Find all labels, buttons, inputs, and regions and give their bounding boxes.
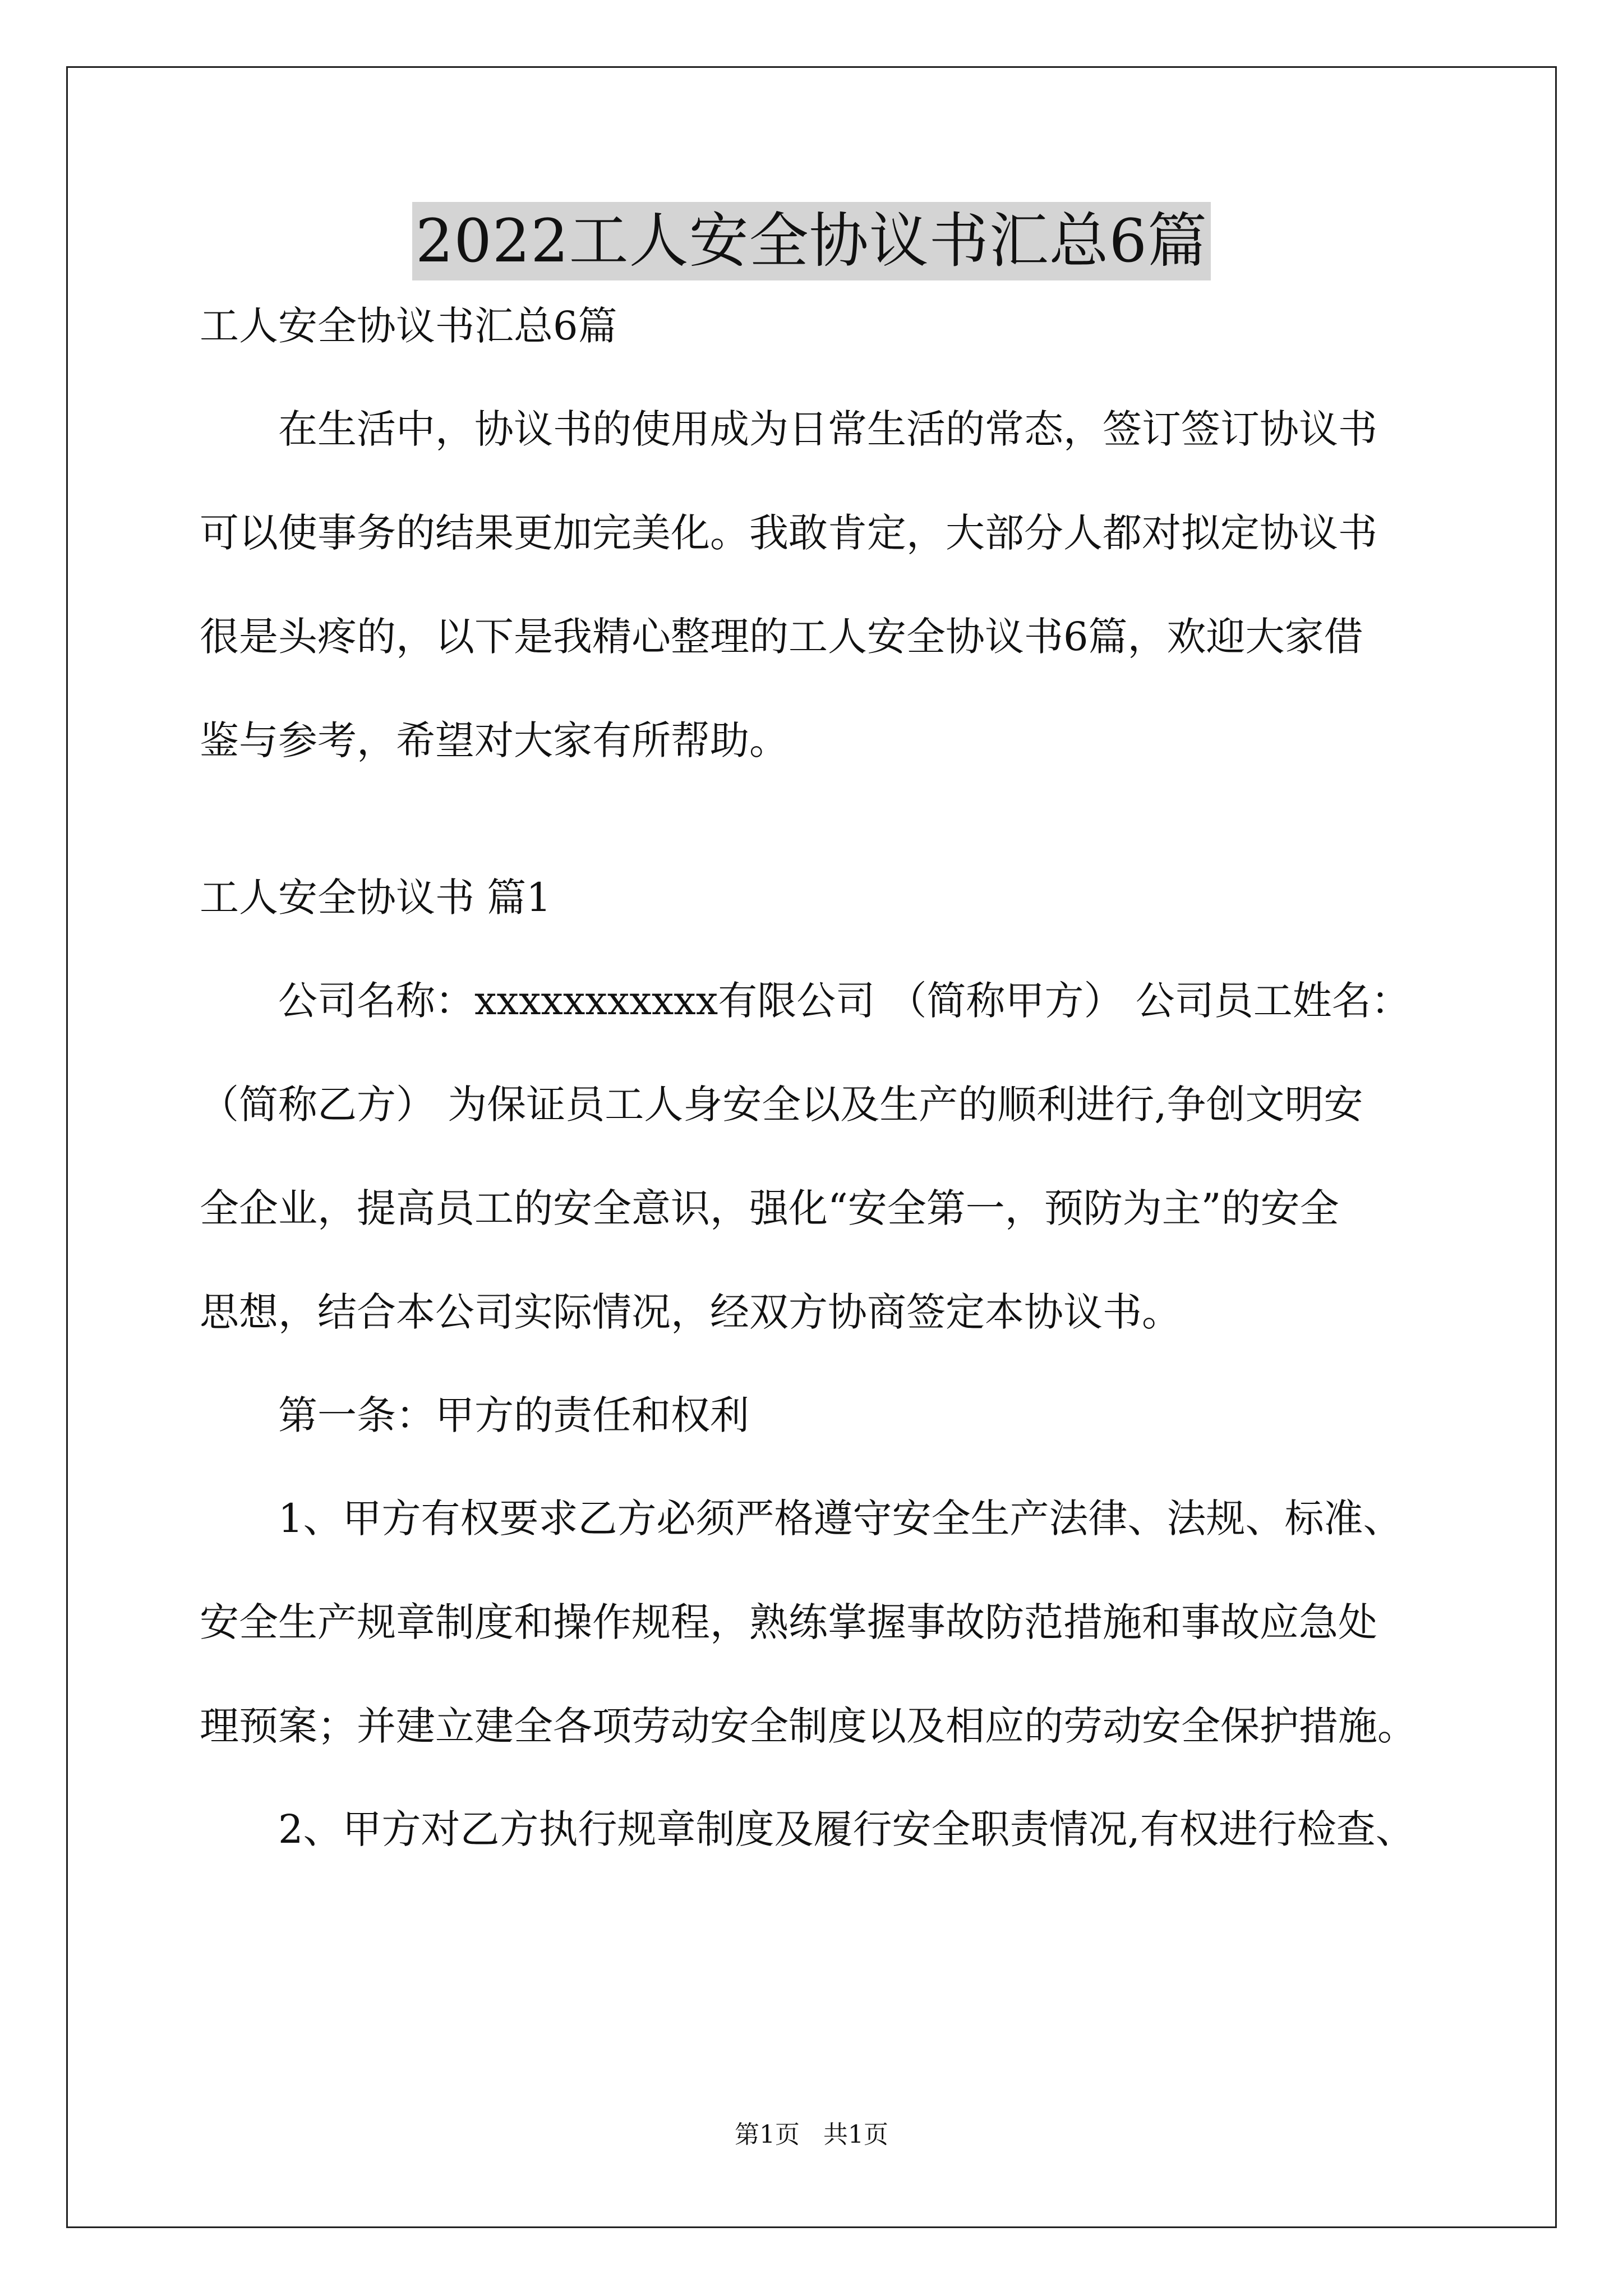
clause-2 [200, 1803, 1433, 1855]
paragraph-line: 理预案；并建立建全各项劳动安全制度以及相应的劳动安全保护措施。 [200, 1703, 1417, 1749]
page-number: 第1页 [735, 2120, 800, 2149]
document-body [200, 300, 1433, 1907]
paragraph-line: （简称乙方） 为保证员工人身安全以及生产的顺利进行,争创文明安 [200, 1082, 1363, 1128]
paragraph-line: 2、甲方对乙方执行规章制度及履行安全职责情况,有权进行检查、 [278, 1806, 1415, 1852]
paragraph-line: 在生活中，协议书的使用成为日常生活的常态，签订签订协议书 [278, 406, 1377, 452]
intro-paragraph [200, 403, 1433, 766]
paragraph-line: 全企业，提高员工的安全意识，强化“安全第一，预防为主”的安全 [200, 1185, 1339, 1231]
page-footer [0, 2118, 1623, 2152]
paragraph-line: 1、甲方有权要求乙方必须严格遵守安全生产法律、法规、标准、 [278, 1496, 1403, 1542]
paragraph-line: 很是头疼的，以下是我精心整理的工人安全协议书6篇，欢迎大家借 [200, 614, 1363, 660]
section-heading: 工人安全协议书 篇1 [200, 875, 551, 921]
paragraph-line: 可以使事务的结果更加完美化。我敢肯定，大部分人都对拟定协议书 [200, 510, 1377, 556]
page-total: 共1页 [823, 2120, 888, 2149]
subtitle: 工人安全协议书汇总6篇 [200, 303, 617, 349]
paragraph-line: 安全生产规章制度和操作规程，熟练掌握事故防范措施和事故应急处 [200, 1599, 1377, 1645]
company-paragraph [200, 975, 1433, 1338]
clause-1 [200, 1493, 1433, 1752]
document-title: 2022工人安全协议书汇总6篇 [412, 202, 1211, 280]
paragraph-line: 思想，结合本公司实际情况，经双方协商签定本协议书。 [200, 1289, 1181, 1335]
paragraph-line: 公司名称：xxxxxxxxxxx有限公司 （简称甲方） 公司员工姓名： [278, 978, 1410, 1024]
title-container [0, 202, 1623, 280]
paragraph-line: 鉴与参考，希望对大家有所帮助。 [200, 717, 789, 763]
article-heading: 第一条：甲方的责任和权利 [278, 1392, 749, 1438]
